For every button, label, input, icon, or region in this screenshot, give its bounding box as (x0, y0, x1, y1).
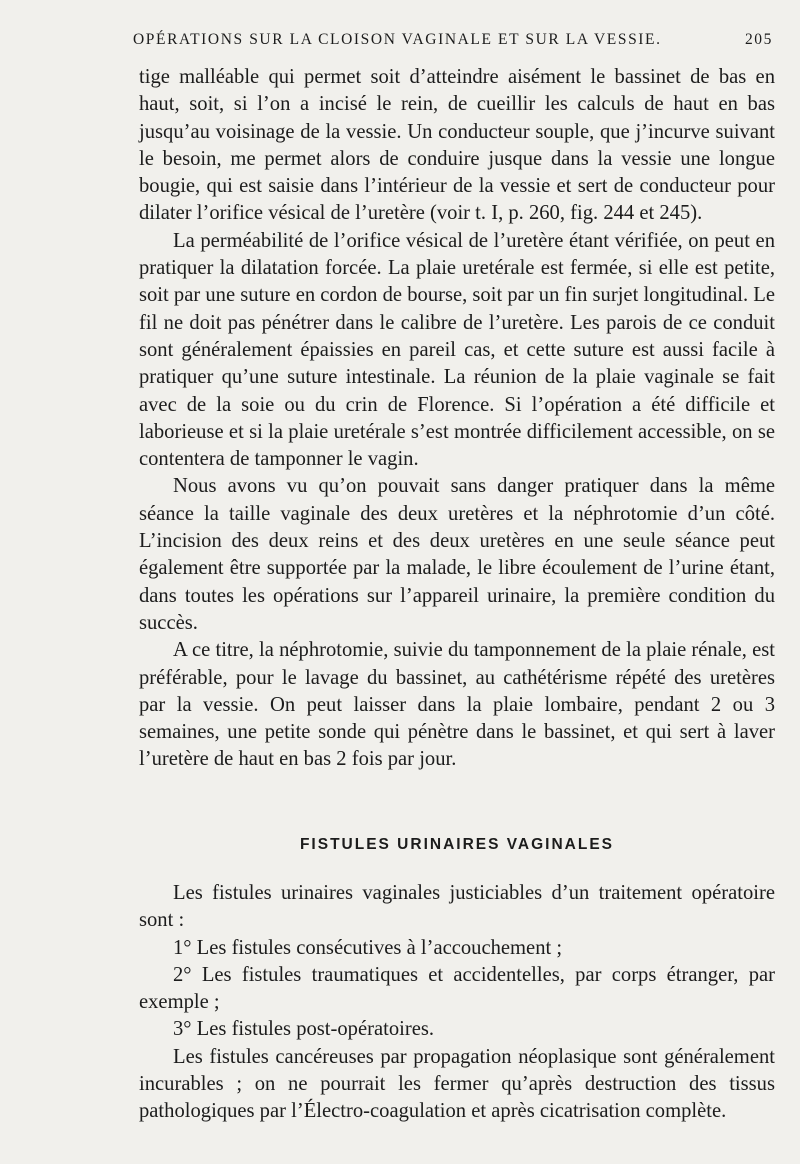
list-item: 2° Les fistules traumatiques et accidentelles, par corps étranger, par exemple ; (139, 963, 775, 1014)
paragraph: A ce titre, la néphrotomie, suivie du tamponnement de la plaie rénale, est préférable, pour le lavage du bassinet, au cathétérisme répété des uretères par la vessie. On peut laisser dans la plaie lombaire, pendant 2 ou 3 semaines, une petite sonde qui pénètre dans le bassinet, et qui sert à laver l’uretère de haut en bas 2 fois par jour. (139, 639, 775, 771)
list-item: 1° Les fistules consécutives à l’accouchement ; (173, 936, 563, 959)
running-head (133, 31, 773, 49)
running-head-title: OPÉRATIONS SUR LA CLOISON VAGINALE ET SUR LA VESSIE. (133, 31, 662, 48)
main-text (139, 64, 775, 774)
list-item: 3° Les fistules post-opératoires. (173, 1018, 435, 1041)
page-number: 205 (744, 31, 773, 48)
section-text (139, 880, 775, 1126)
paragraph: Les fistules urinaires vaginales justiciables d’un traitement opératoire sont : (139, 882, 775, 932)
paragraph: Nous avons vu qu’on pouvait sans danger pratiquer dans la même séance la taille vaginale des deux uretères et la néphrotomie d’un côté. L’incision des deux reins et des deux uretères en une seule séance peut également être supportée par la malade, le libre écoulement de l’urine étant, dans toutes les opérations sur l’appareil urinaire, la première condition du succès. (139, 475, 775, 634)
paragraph: tige malléable qui permet soit d’atteindre aisément le bassinet de bas en haut, soit, si l’on a incisé le rein, de cueillir les calculs de haut en bas jusqu’au voisinage de la vessie. Un conducteur souple, que j’incurve suivant le besoin, me permet alors de conduire jusque dans la vessie une longue bougie, qui est saisie dans l’intérieur de la vessie et sert de conducteur pour dilater l’orifice vésical de l’uretère (voir t. I, p. 260, fig. 244 et 245). (139, 66, 775, 225)
paragraph: Les fistules cancéreuses par propagation néoplasique sont généralement incurables ; on ne pourrait les fermer qu’après destruction des tissus pathologiques par l’Électro-coagulation et après cicatrisation complète. (139, 1045, 775, 1123)
section-heading: FISTULES URINAIRES VAGINALES (299, 836, 615, 853)
paragraph: La perméabilité de l’orifice vésical de l’uretère étant vérifiée, on peut en pratiquer la dilatation forcée. La plaie uretérale est fermée, si elle est petite, soit par une suture en cordon de bourse, soit par un fin surjet longitudinal. Le fil ne doit pas pénétrer dans le calibre de l’uretère. Les parois de ce conduit sont généralement épaissies en pareil cas, et cette suture est aussi facile à pratiquer qu’une suture intestinale. La réunion de la plaie vaginale se fait avec de la soie ou du crin de Florence. Si l’opération a été difficile et laborieuse et si la plaie uretérale s’est montrée difficilement accessible, on se contentera de tamponner le vagin. (139, 229, 775, 471)
